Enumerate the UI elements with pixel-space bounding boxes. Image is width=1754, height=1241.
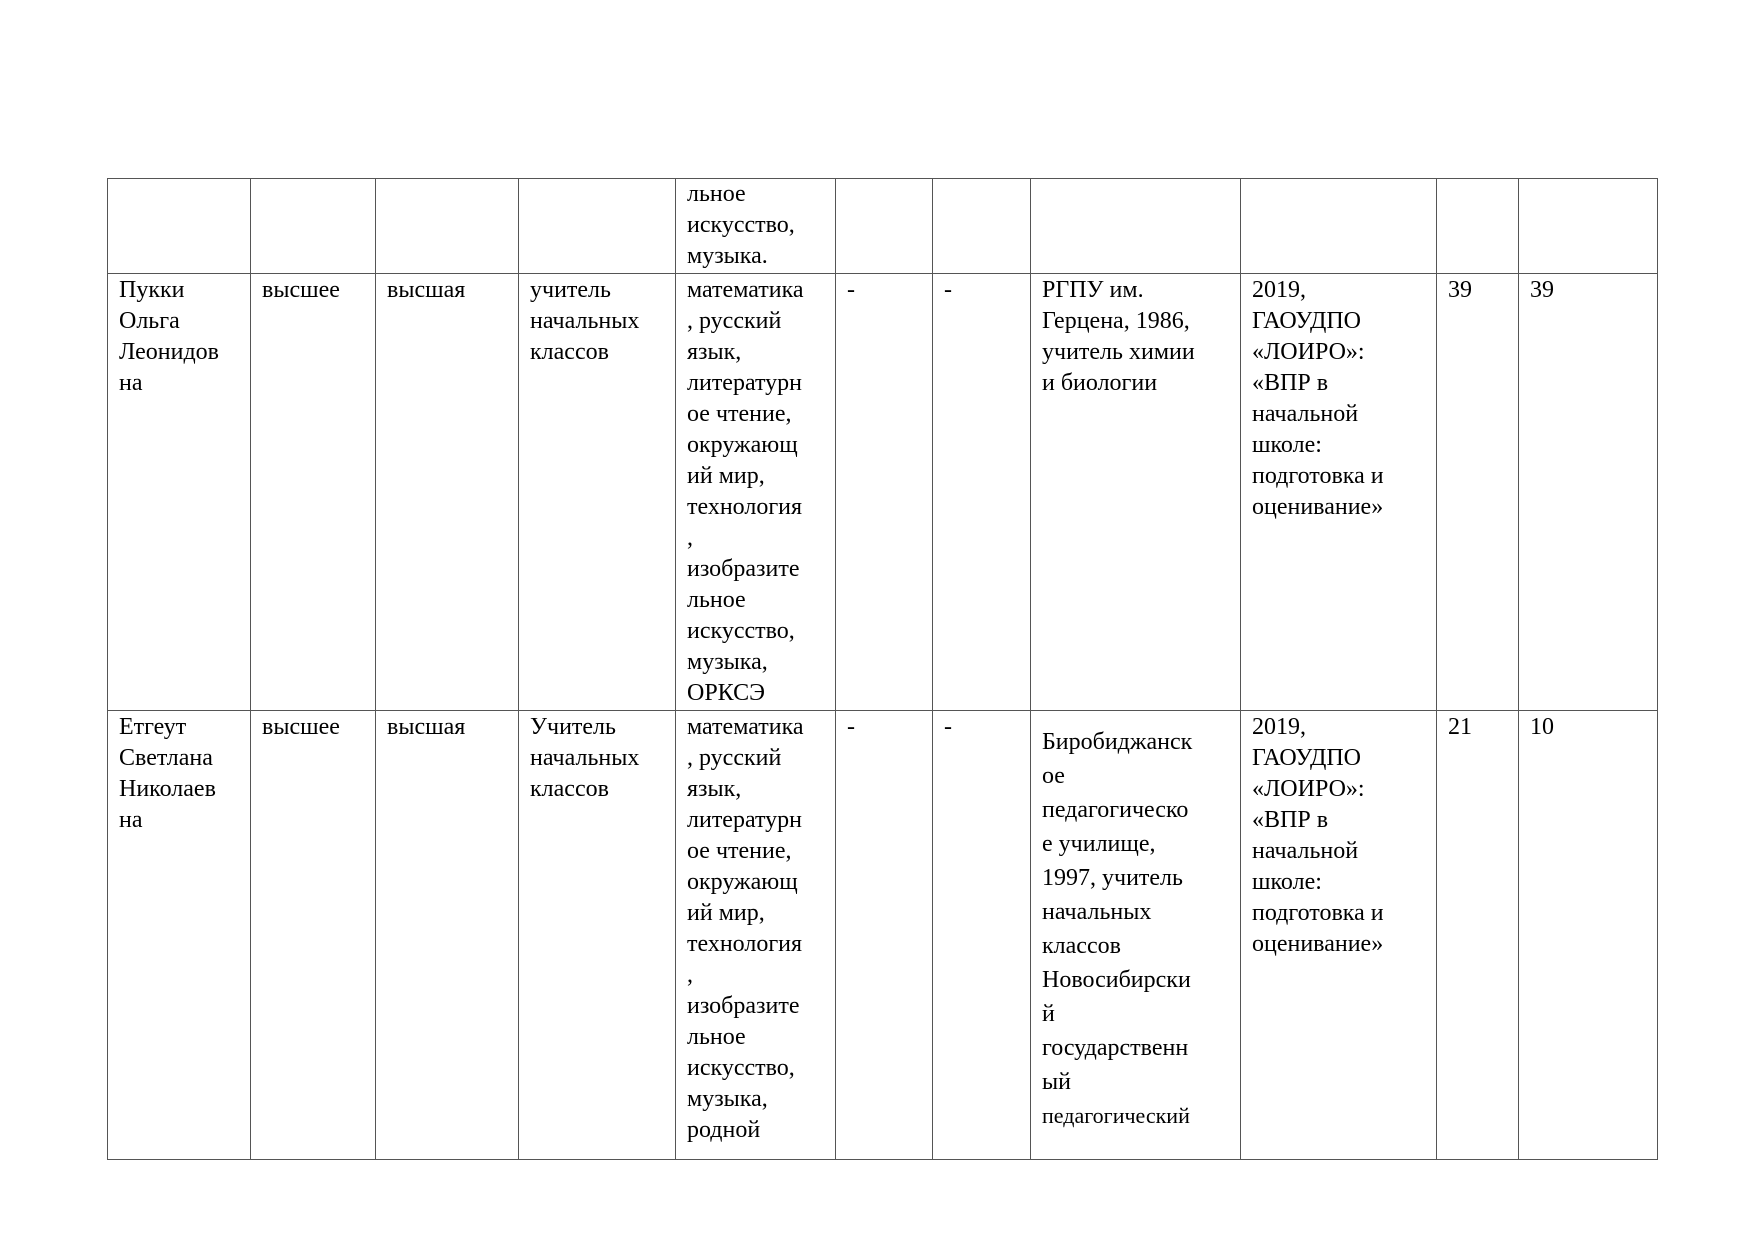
title-cell: - <box>933 711 1031 1160</box>
specialty-cell <box>1031 711 1241 1160</box>
subjects-cell: математика , русский язык, литературн ое чтение, окружающ ий мир, технология , изобразите льное искусство, музыка, ОРКСЭ <box>676 274 836 711</box>
total-experience-cell: 39 <box>1437 274 1519 711</box>
education-cell: высшее <box>251 274 376 711</box>
staff-table <box>107 178 1658 1160</box>
education-cell: высшее <box>251 711 376 1160</box>
specialty-cell <box>1031 179 1241 274</box>
education-cell <box>251 179 376 274</box>
teacher-name-cell: Етгеут Светлана Николаев на <box>108 711 251 1160</box>
total-experience-cell <box>1437 179 1519 274</box>
position-cell: учитель начальных классов <box>519 274 676 711</box>
qualification-cell: 2019, ГАОУДПО «ЛОИРО»: «ВПР в начальной школе: подготовка и оценивание» <box>1241 711 1437 1160</box>
teaching-experience-cell: 39 <box>1519 274 1658 711</box>
title-cell: - <box>933 274 1031 711</box>
total-experience-cell: 21 <box>1437 711 1519 1160</box>
subjects-cell: математика , русский язык, литературн ое чтение, окружающ ий мир, технология , изобразите льное искусство, музыка, родной <box>676 711 836 1160</box>
category-cell: высшая <box>376 274 519 711</box>
teacher-name-cell: Пукки Ольга Леонидов на <box>108 274 251 711</box>
position-cell <box>519 179 676 274</box>
table-row <box>108 711 1658 1160</box>
degree-cell: - <box>836 711 933 1160</box>
qualification-cell: 2019, ГАОУДПО «ЛОИРО»: «ВПР в начальной школе: подготовка и оценивание» <box>1241 274 1437 711</box>
category-cell: высшая <box>376 711 519 1160</box>
degree-cell: - <box>836 274 933 711</box>
teacher-name-cell <box>108 179 251 274</box>
specialty-last-line: педагогический <box>1042 1103 1190 1128</box>
teaching-experience-cell <box>1519 179 1658 274</box>
subjects-cell: льное искусство, музыка. <box>676 179 836 274</box>
specialty-cell: РГПУ им. Герцена, 1986, учитель химии и биологии <box>1031 274 1241 711</box>
table-row <box>108 274 1658 711</box>
degree-cell <box>836 179 933 274</box>
teaching-experience-cell: 10 <box>1519 711 1658 1160</box>
category-cell <box>376 179 519 274</box>
qualification-cell <box>1241 179 1437 274</box>
specialty-text: Биробиджанск ое педагогическо е училище, 1997, учитель начальных классов Новосибирски й государственн ый <box>1042 729 1193 1095</box>
position-cell: Учитель начальных классов <box>519 711 676 1160</box>
title-cell <box>933 179 1031 274</box>
table-row <box>108 179 1658 274</box>
